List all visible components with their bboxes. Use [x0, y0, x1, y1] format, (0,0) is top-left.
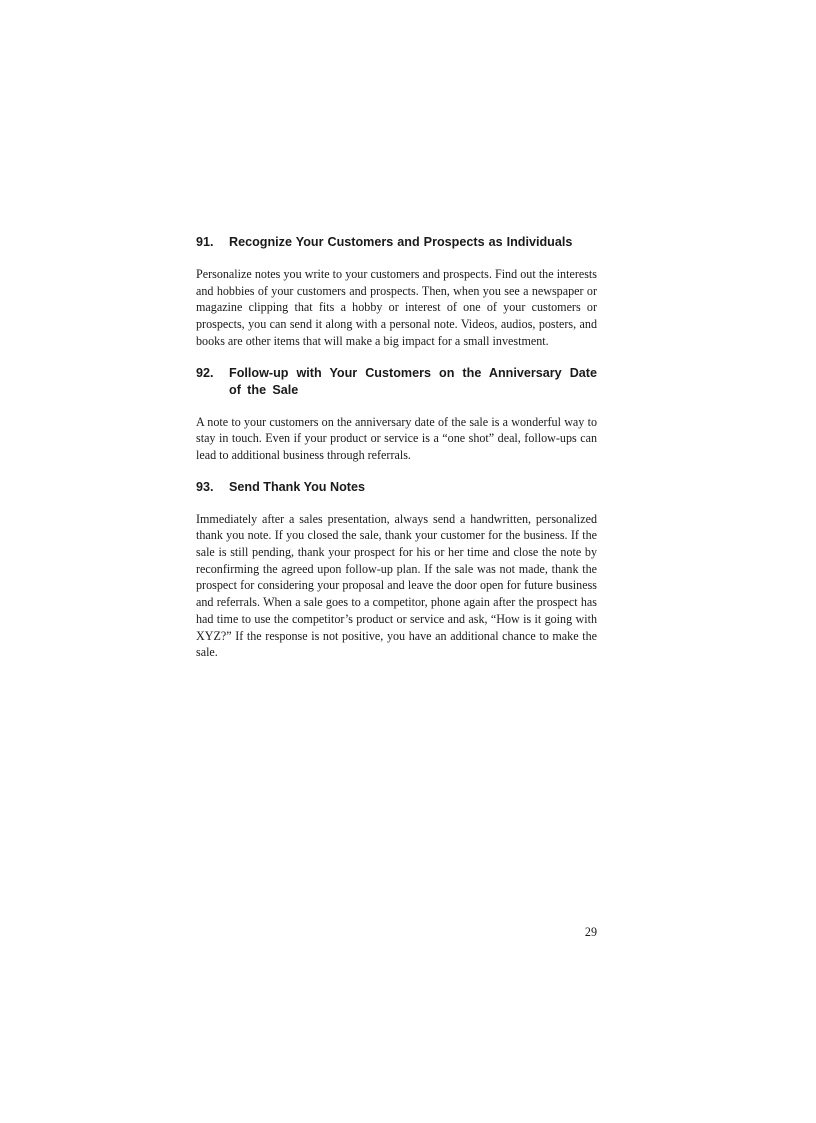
section-title: Send Thank You Notes: [229, 479, 365, 494]
section-body-93: Immediately after a sales presentation, always send a handwritten, personalized thank you note. If you closed the sale, thank your customer for the business. If the sale is still pending, thank your prospect for his or her time and close the note by reconfirming the agreed upon follow-up plan. If the sale was not made, thank the prospect for considering your proposal and leave the door open for future business and referrals. When a sale goes to a competitor, phone again after the prospect has had time to use the competitor’s product or service and ask, “How is it going with XYZ?” If the response is not positive, you have an additional chance to make the sale.: [196, 511, 597, 660]
spacer: [196, 350, 597, 365]
spacer: [196, 251, 597, 266]
spacer: [196, 496, 597, 511]
spacer: [196, 399, 597, 414]
page-number: 29: [584, 925, 597, 939]
section-title: Follow-up with Your Customers on the Anniversary Date of the Sale: [229, 365, 597, 397]
section-heading-92: [196, 365, 597, 399]
section-body-91: Personalize notes you write to your customers and prospects. Find out the interests and hobbies of your customers and prospects. Then, when you see a newspaper or magazine clipping that fits a hobby or interest of one of your customers or prospects, you can send it along with a personal note. Videos, audios, posters, and books are other items that will make a big impact for a small investment.: [196, 267, 597, 348]
section-title: Recognize Your Customers and Prospects as Individuals: [229, 235, 573, 249]
section-number: 91.: [196, 235, 214, 249]
section-heading-91: [196, 234, 597, 251]
page-content: [196, 234, 597, 661]
section-body-92: A note to your customers on the anniversary date of the sale is a wonderful way to stay in touch. Even if your product or service is a “one shot” deal, follow-ups can lead to additional business through referrals.: [196, 414, 597, 462]
section-number: 92.: [196, 365, 214, 380]
section-number: 93.: [196, 479, 214, 494]
spacer: [196, 464, 597, 479]
section-heading-93: [196, 479, 597, 496]
